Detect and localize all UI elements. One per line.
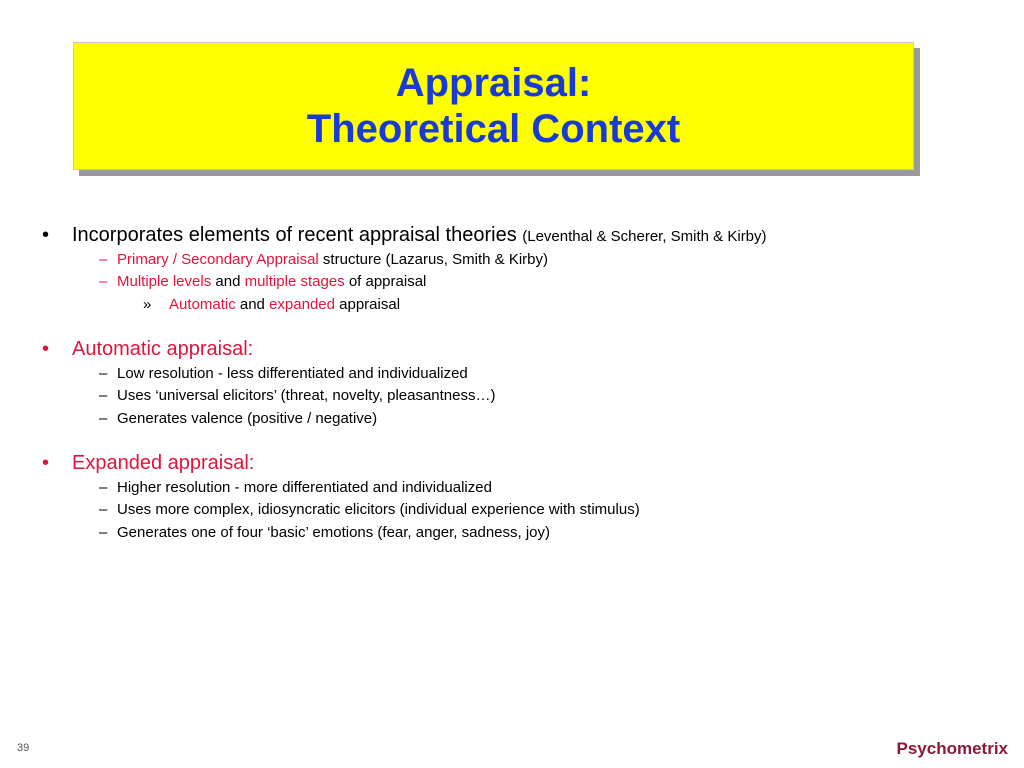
bullet-3-sub-2: Uses more complex, idiosyncratic elicitors (individual experience with stimulus) [117, 501, 640, 518]
brand-logo-text: Psychometrix [896, 739, 1008, 758]
highlight-text: expanded [269, 296, 335, 313]
bullet-3-sub-1: Higher resolution - more differentiated and individualized [117, 479, 492, 496]
bullet-1-sub-1 [117, 251, 548, 268]
dash-marker: – [99, 524, 108, 541]
chevron-marker: » [143, 296, 152, 313]
slide-number: 39 [17, 742, 30, 754]
dash-marker: – [99, 251, 108, 268]
bullet-1-sub-2 [117, 273, 426, 290]
highlight-text: Automatic [169, 296, 236, 313]
sub-text: appraisal [334, 296, 401, 313]
bullet-1 [72, 224, 767, 247]
dash-marker: – [99, 273, 108, 290]
bullet-2-sub-1: Low resolution - less differentiated and individualized [117, 365, 468, 382]
slide-title-line-1: Appraisal: [395, 61, 592, 105]
highlight-text: Multiple levels [117, 273, 212, 290]
bullet-marker: • [42, 338, 50, 360]
bullet-2-sub-2: Uses ‘universal elicitors’ (threat, novelty, pleasantness…) [117, 387, 496, 404]
bullet-marker: • [42, 452, 50, 474]
bullet-marker: • [42, 224, 50, 246]
dash-marker: – [99, 387, 108, 404]
bullet-1-text: Incorporates elements of recent appraisal theories [72, 224, 517, 246]
bullet-1-citation: (Leventhal & Scherer, Smith & Kirby) [522, 228, 767, 245]
dash-marker: – [99, 501, 108, 518]
highlight-text: Primary / Secondary Appraisal [117, 251, 319, 268]
sub-text: structure (Lazarus, Smith & Kirby) [318, 251, 548, 268]
bullet-2: Automatic appraisal: [72, 338, 254, 360]
bullet-3: Expanded appraisal: [72, 452, 255, 474]
sub-text: of appraisal [344, 273, 427, 290]
bullet-1-subsub-1 [169, 296, 400, 313]
dash-marker: – [99, 365, 108, 382]
bullet-3-sub-3: Generates one of four ‘basic’ emotions (fear, anger, sadness, joy) [117, 524, 551, 541]
sub-text: and [235, 296, 270, 313]
sub-text: and [211, 273, 245, 290]
dash-marker: – [99, 410, 108, 427]
dash-marker: – [99, 479, 108, 496]
slide-title-line-2: Theoretical Context [306, 107, 681, 151]
highlight-text: multiple stages [244, 273, 345, 290]
bullet-2-sub-3: Generates valence (positive / negative) [117, 410, 378, 427]
